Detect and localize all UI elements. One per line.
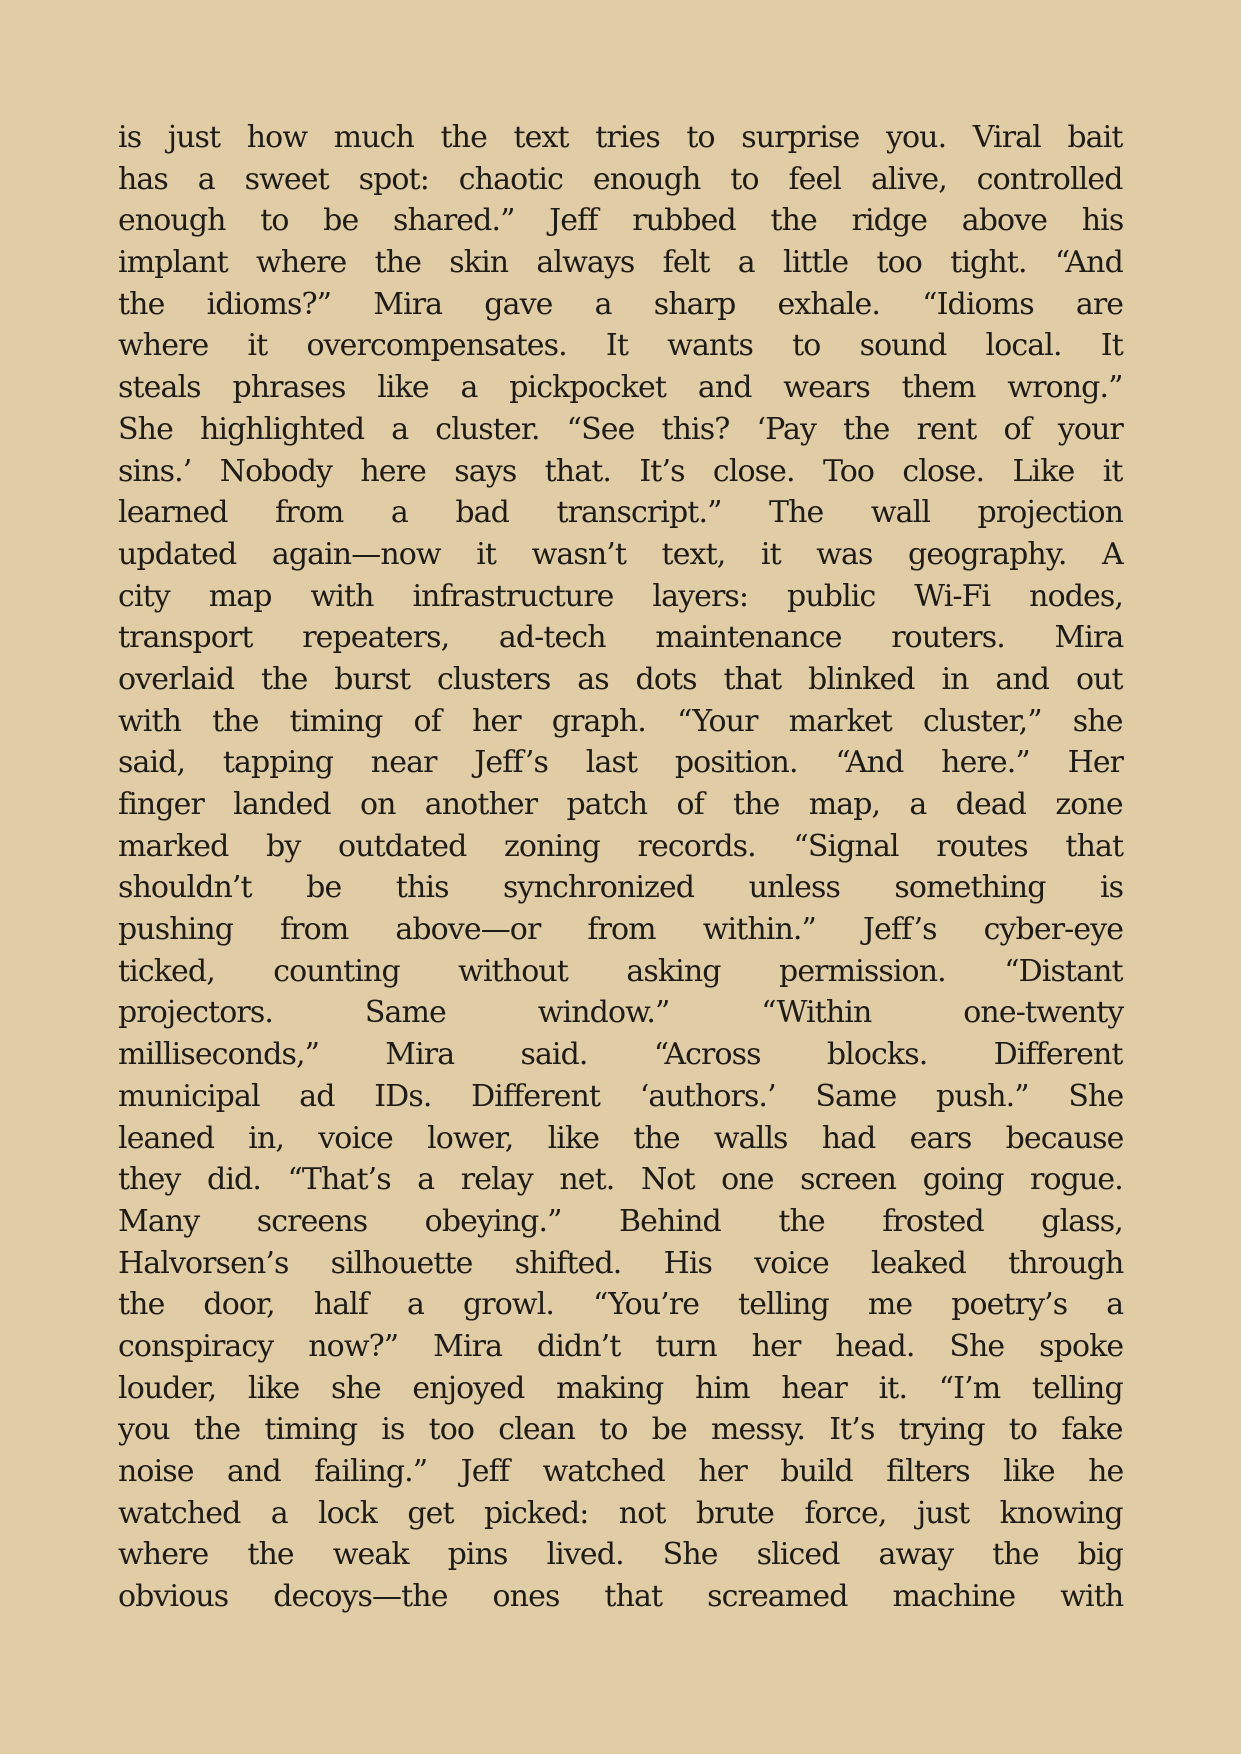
text-line: milliseconds,” Mira said. “Across blocks. Different bbox=[118, 1037, 1123, 1073]
text-line: conspiracy now?” Mira didn’t turn her head. She spoke bbox=[118, 1328, 1124, 1364]
text-line: louder, like she enjoyed making him hear it. “I’m telling bbox=[118, 1370, 1123, 1406]
text-line: implant where the skin always felt a little too tight. “And bbox=[118, 245, 1123, 281]
text-line: you the timing is too clean to be messy. It’s trying to fake bbox=[118, 1412, 1123, 1448]
text-line: with the timing of her graph. “Your market cluster,” she bbox=[118, 703, 1123, 739]
text-line: the door, half a growl. “You’re telling me poetry’s a bbox=[118, 1287, 1124, 1323]
text-line: municipal ad IDs. Different ‘authors.’ Same push.” She bbox=[118, 1078, 1124, 1114]
text-line: watched a lock get picked: not brute force, just knowing bbox=[118, 1495, 1123, 1531]
text-line: where it overcompensates. It wants to sound local. It bbox=[118, 328, 1123, 364]
text-line: the idioms?” Mira gave a sharp exhale. “Idioms are bbox=[118, 286, 1124, 322]
text-line: updated again—now it wasn’t text, it was geography. A bbox=[118, 536, 1123, 572]
text-line: marked by outdated zoning records. “Signal routes that bbox=[118, 828, 1124, 864]
page-text-block bbox=[118, 117, 1123, 1618]
text-line: noise and failing.” Jeff watched her build filters like he bbox=[118, 1454, 1124, 1489]
text-line: She highlighted a cluster. “See this? ‘Pay the rent of your bbox=[118, 411, 1123, 447]
text-line: projectors. Same window.” “Within one-twenty bbox=[118, 995, 1124, 1031]
text-line: is just how much the text tries to surprise you. Viral bait bbox=[118, 120, 1123, 155]
text-line: sins.’ Nobody here says that. It’s close. Too close. Like it bbox=[118, 453, 1123, 489]
text-line: enough to be shared.” Jeff rubbed the ridge above his bbox=[118, 203, 1124, 239]
text-line: where the weak pins lived. She sliced away the big bbox=[118, 1537, 1123, 1573]
text-line: ticked, counting without asking permission. “Distant bbox=[118, 953, 1123, 989]
text-line: Many screens obeying.” Behind the frosted glass, bbox=[118, 1203, 1123, 1239]
text-line: overlaid the burst clusters as dots that blinked in and out bbox=[118, 661, 1123, 697]
text-line: city map with infrastructure layers: public Wi-Fi nodes, bbox=[118, 578, 1124, 614]
text-line: shouldn’t be this synchronized unless something is bbox=[118, 870, 1124, 906]
text-line: obvious decoys—the ones that screamed machine with bbox=[118, 1579, 1124, 1615]
text-line: pushing from above—or from within.” Jeff’s cyber-eye bbox=[118, 912, 1124, 948]
text-line: learned from a bad transcript.” The wall projection bbox=[118, 495, 1124, 531]
text-line: steals phrases like a pickpocket and wears them wrong.” bbox=[118, 370, 1123, 406]
text-line: has a sweet spot: chaotic enough to feel alive, controlled bbox=[118, 161, 1123, 197]
text-line: said, tapping near Jeff’s last position. “And here.” Her bbox=[118, 745, 1124, 781]
text-line: transport repeaters, ad-tech maintenance routers. Mira bbox=[118, 620, 1124, 656]
text-line: finger landed on another patch of the map, a dead zone bbox=[118, 787, 1123, 822]
text-line: leaned in, voice lower, like the walls had ears because bbox=[118, 1120, 1124, 1156]
text-line: Halvorsen’s silhouette shifted. His voice leaked through bbox=[118, 1245, 1124, 1281]
text-line: they did. “That’s a relay net. Not one screen going rogue. bbox=[118, 1162, 1123, 1198]
